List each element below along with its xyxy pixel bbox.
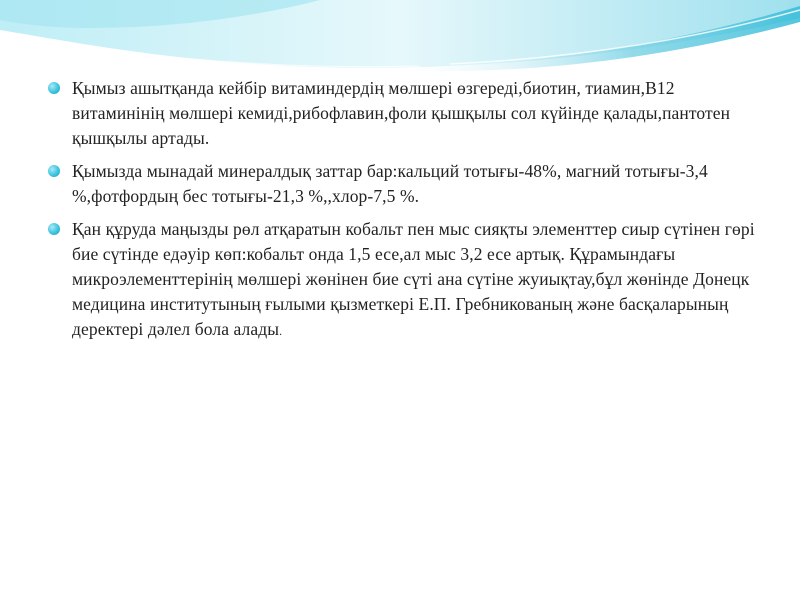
bullet-item: [48, 76, 760, 151]
bullet-icon: [48, 165, 60, 177]
bullet-list: [48, 76, 760, 352]
bullet-text: Қымызда мынадай минералдық заттар бар:кальций тотығы-48%, магний тотығы-3,4 %,фотфордың бес тотығы-21,3 %,,хлор-7,5 %.: [72, 161, 708, 206]
bullet-text-tail: .: [279, 324, 283, 338]
bullet-icon: [48, 223, 60, 235]
bullet-text-container: [72, 217, 760, 344]
bullet-text: Қан құруда маңызды рөл атқаратын кобальт пен мыс сияқты элементтер сиыр сүтінен гөрі бие сүтінде едәуір көп:кобальт онда 1,5 есе,ал мыс 3,2 есе артық. Құрамындағы микроэлементтерінің мөлшері жөнінен бие сүті ана сүтіне жуиықтау,бұл жөнінде Донецк медицина институтының ғылыми қызметкері Е.П. Гребникованың және басқаларының деректері дәлел бола алады: [72, 219, 755, 339]
bullet-item: [48, 159, 760, 209]
bullet-text: Қымыз ашытқанда кейбір витаминдердің мөлшері өзгереді,биотин, тиамин,В12 витаминінің мөлшері кемиді,рибофлавин,фоли қышқылы сол күйінде қалады,пантотен қышқылы артады.: [72, 78, 731, 148]
bullet-icon: [48, 82, 60, 94]
bullet-item: [48, 217, 760, 344]
